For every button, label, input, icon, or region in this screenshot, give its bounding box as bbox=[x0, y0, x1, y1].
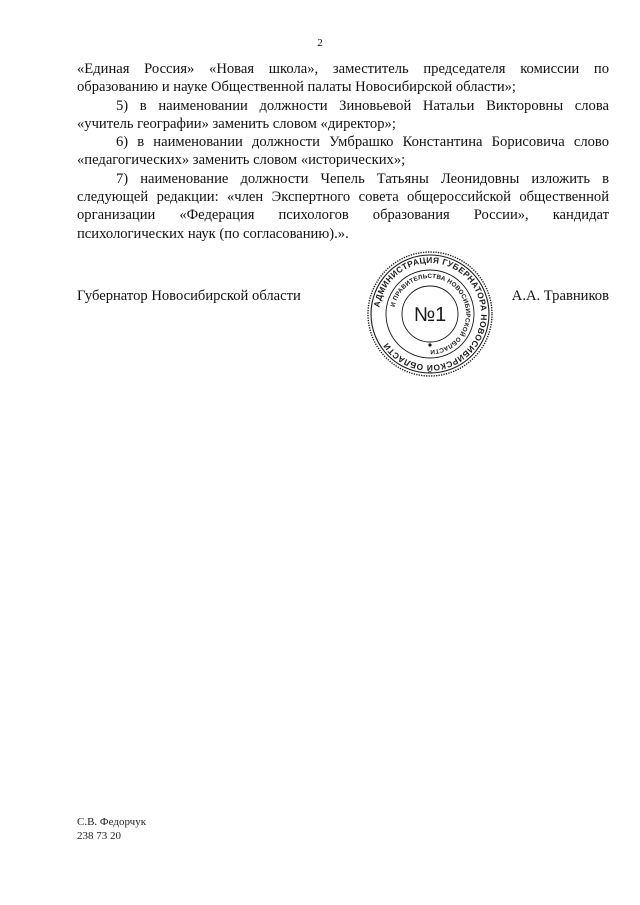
body-paragraph-1: «Единая Россия» «Новая школа», заместитель председателя комиссии по образованию и науке Общественной палаты Новосибирской области»; bbox=[77, 61, 609, 96]
body-paragraph-item-6: 6) в наименовании должности Умбрашко Константина Борисовича слово «педагогических» заменить словом «исторических»; bbox=[77, 134, 609, 169]
executor-block bbox=[77, 816, 146, 843]
seal-star-dot bbox=[428, 343, 431, 346]
seal-center-number: №1 bbox=[413, 304, 447, 326]
body-paragraph-item-5: 5) в наименовании должности Зиновьевой Натальи Викторовны слова «учитель географии» заменить словом «директор»; bbox=[77, 97, 609, 132]
signatory-position: Губернатор Новосибирской области bbox=[77, 288, 301, 304]
executor-phone: 238 73 20 bbox=[77, 829, 121, 842]
body-paragraph-item-7: 7) наименование должности Чепель Татьяны Леонидовны изложить в следующей редакции: «член Экспертного совета общероссийской общественной организации «Федерация психологов образования России», кандидат психологических наук (по согласованию).». bbox=[77, 170, 609, 242]
signatory-name: А.А. Травников bbox=[511, 288, 609, 304]
executor-name: С.В. Федорчук bbox=[77, 816, 147, 828]
seal-inner-text: И ПРАВИТЕЛЬСТВА НОВОСИБИРСКОЙ ОБЛАСТИ bbox=[389, 272, 472, 356]
page-number: 2 bbox=[317, 37, 323, 49]
seal-outer-text: АДМИНИСТРАЦИЯ ГУБЕРНАТОРА НОВОСИБИРСКОЙ ОБЛАСТИ bbox=[371, 254, 490, 374]
official-seal bbox=[366, 250, 494, 378]
document-body bbox=[77, 60, 609, 243]
